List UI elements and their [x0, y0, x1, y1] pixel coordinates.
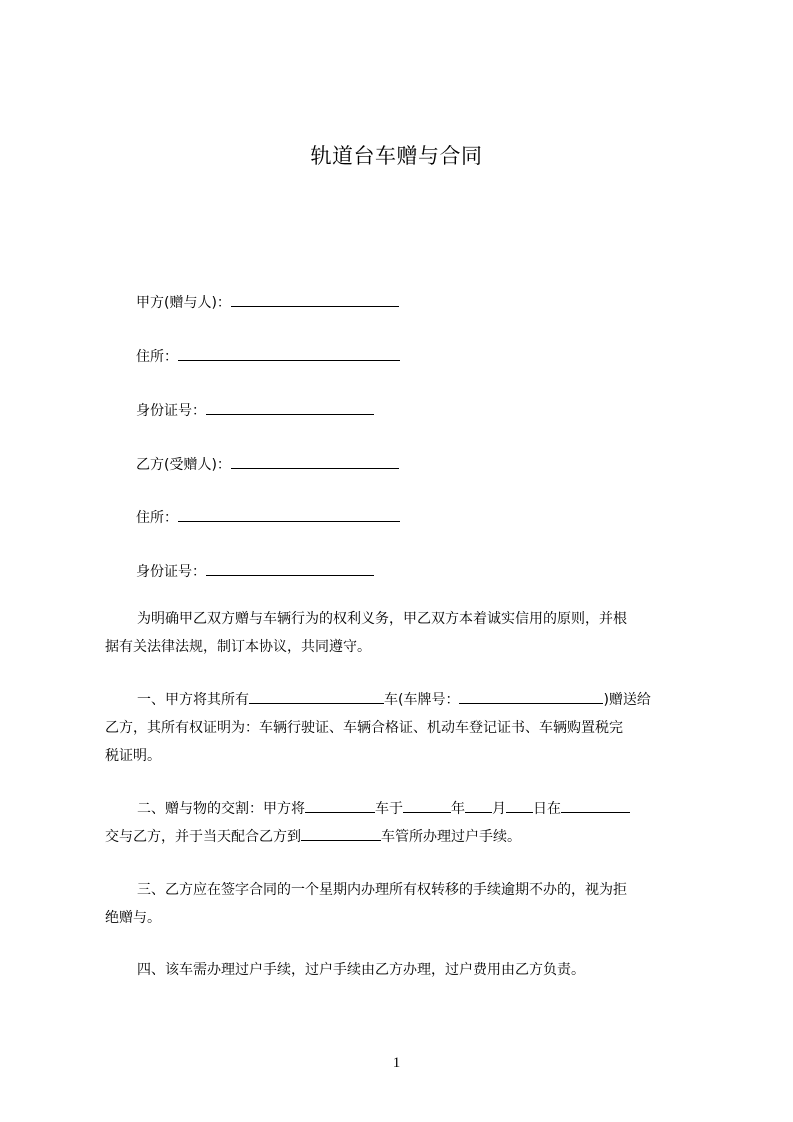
- party-b-name-label: 乙方(受赠人)：: [136, 457, 231, 473]
- vehicle-type-blank[interactable]: [249, 688, 384, 704]
- party-a-name-field: [136, 291, 399, 313]
- clause-2-part-5: 日在: [533, 801, 561, 817]
- clause-1-line-3: 税证明。: [105, 748, 161, 764]
- party-b-name-blank[interactable]: [231, 453, 399, 469]
- party-b-id-field: [136, 560, 374, 582]
- party-a-id-blank[interactable]: [206, 399, 374, 415]
- party-b-name-field: [136, 453, 399, 475]
- clause-1-line-1: [105, 686, 703, 714]
- party-b-id-blank[interactable]: [206, 560, 374, 576]
- clause-2-line-1: [105, 795, 703, 823]
- clause-2-part-4: 月: [492, 801, 506, 817]
- preamble-line-2: 据有关法律法规，制订本协议，共同遵守。: [105, 639, 371, 655]
- clause-3-line-2: 绝赠与。: [105, 910, 161, 926]
- party-a-name-label: 甲方(赠与人)：: [136, 295, 231, 311]
- party-a-address-label: 住所：: [136, 349, 178, 365]
- party-a-address-blank[interactable]: [178, 345, 400, 361]
- party-a-name-blank[interactable]: [231, 291, 399, 307]
- party-b-address-blank[interactable]: [178, 506, 400, 522]
- clause-2-line-2b: 车管所办理过户手续。: [381, 829, 521, 845]
- clause-2-part-3: 年: [451, 801, 465, 817]
- clause-1-part-2: 车(车牌号：: [384, 692, 460, 708]
- clause-2-line-2a: 交与乙方，并于当天配合乙方到: [105, 829, 301, 845]
- year-blank[interactable]: [403, 797, 451, 813]
- clause-1-part-1: 一、甲方将其所有: [137, 692, 249, 708]
- clause-1-line-2: 乙方，其所有权证明为：车辆行驶证、车辆合格证、机动车登记证书、车辆购置税完: [105, 720, 623, 736]
- party-b-address-field: [136, 506, 400, 528]
- month-blank[interactable]: [465, 797, 492, 813]
- clause-3-paragraph: [105, 876, 703, 932]
- preamble-paragraph: [105, 605, 703, 661]
- clause-1-part-3: )赠送给: [603, 692, 651, 708]
- party-b-address-label: 住所：: [136, 510, 178, 526]
- party-a-id-label: 身份证号：: [136, 403, 206, 419]
- clause-2-paragraph: [105, 795, 703, 851]
- handover-place-blank[interactable]: [561, 797, 630, 813]
- day-blank[interactable]: [506, 797, 533, 813]
- party-a-address-field: [136, 345, 400, 367]
- preamble-line-1: 为明确甲乙双方赠与车辆行为的权利义务，甲乙双方本着诚实信用的原则，并根: [137, 611, 627, 627]
- clause-3-line-1: 三、乙方应在签字合同的一个星期内办理所有权转移的手续逾期不办的，视为拒: [137, 882, 627, 898]
- clause-1-paragraph: [105, 686, 703, 770]
- vehicle-office-blank[interactable]: [301, 825, 381, 841]
- page-number: 1: [392, 1055, 401, 1071]
- clause-2-part-2: 车于: [375, 801, 403, 817]
- document-title: 轨道台车赠与合同: [310, 144, 483, 168]
- clause-4-paragraph: [105, 956, 703, 984]
- handover-vehicle-blank[interactable]: [305, 797, 375, 813]
- clause-2-line-2: [105, 823, 703, 851]
- party-b-id-label: 身份证号：: [136, 564, 206, 580]
- party-a-id-field: [136, 399, 374, 421]
- clause-4-line-1: 四、该车需办理过户手续，过户手续由乙方办理，过户费用由乙方负责。: [137, 962, 585, 978]
- plate-number-blank[interactable]: [459, 688, 603, 704]
- clause-2-part-1: 二、赠与物的交割：甲方将: [137, 801, 305, 817]
